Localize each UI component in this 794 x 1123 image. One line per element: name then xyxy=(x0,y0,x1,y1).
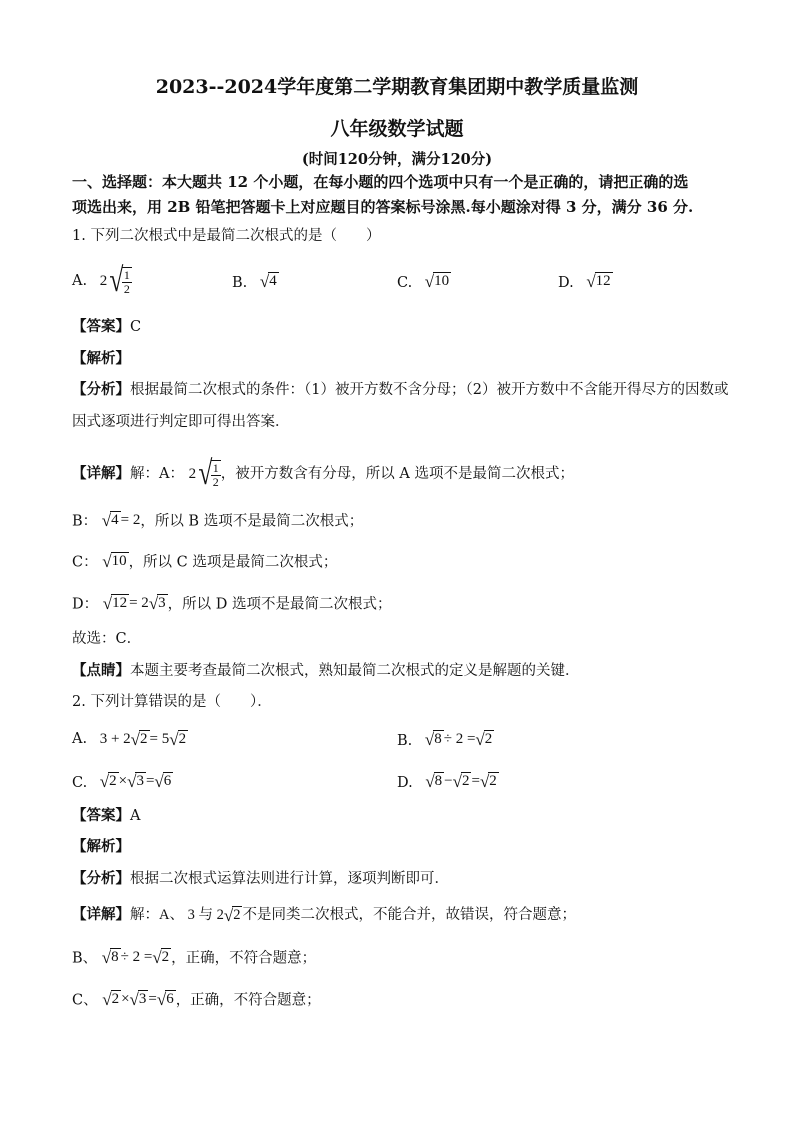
q1-detail-c-rad: 10 xyxy=(111,553,127,569)
q2-fenxi xyxy=(72,869,449,889)
q2-option-d-mid: − xyxy=(444,773,453,789)
q2-detail-c-mid: × xyxy=(121,991,130,1007)
q1-detail-a-coef: 2 xyxy=(188,466,197,482)
q2-option-c-label: C. xyxy=(72,774,88,791)
q2-option-d-rad3: 2 xyxy=(489,773,497,789)
q2-stem: 2. 下列计算错误的是（ ）． xyxy=(72,694,272,710)
q1-detail-d-pre: D： xyxy=(72,596,99,613)
q1-detail-a-den: 2 xyxy=(212,474,219,489)
q2-detail-c-rad2: 3 xyxy=(138,991,147,1007)
q2-option-b: B. √ 8 ÷ 2 = √ 2 xyxy=(397,729,493,749)
q1-stem: 1. 下列二次根式中是最简二次根式的是（ ） xyxy=(72,228,381,244)
q1-choose: 故选：C． xyxy=(72,631,142,647)
q1-fenxi-line1 xyxy=(72,380,728,400)
q1-dianjing xyxy=(72,661,580,681)
q1-detail-c-post: ，所以 C 选项是最简二次根式； xyxy=(128,554,338,571)
q2-option-c-rad2: 3 xyxy=(136,773,144,789)
q2-option-b-mid: ÷ 2 = xyxy=(443,731,476,747)
q2-option-b-rad: 8 xyxy=(434,731,442,747)
q2-detail-b-post: ，正确，不符合题意； xyxy=(171,950,317,967)
q2-detail-c-pre: C、 xyxy=(72,992,98,1009)
q2-option-d-rad2: 2 xyxy=(461,773,470,789)
q1-option-b-radicand: 4 xyxy=(269,273,277,289)
q1-answer-tag: 【答案】 xyxy=(72,318,130,335)
q2-detail-a-pre: 解：A、 3 与 2 xyxy=(130,907,224,923)
q2-detail-b-rad2: 2 xyxy=(161,949,170,965)
q2-option-c-eq: = xyxy=(145,773,155,789)
q2-option-a-label: A. xyxy=(72,731,88,747)
q2-detail-c-rad: 2 xyxy=(111,991,120,1007)
q2-option-a-pre: 3 + 2 xyxy=(99,731,131,747)
q1-fenxi-line2: 因式逐项进行判定即可得出答案． xyxy=(72,414,290,430)
q1-dianjing-text: 本题主要考查最简二次根式，熟知最简二次根式的定义是解题的关键． xyxy=(130,663,580,679)
q2-option-b-label: B. xyxy=(397,732,413,749)
q1-detail-b: B： √ 4 = 2 ，所以 B 选项不是最简二次根式； xyxy=(72,510,364,530)
q2-detail-b-rad: 8 xyxy=(111,949,119,965)
q2-option-c-rad: 2 xyxy=(109,773,117,789)
q2-detail-b-pre: B、 xyxy=(72,950,102,967)
q2-detail-c-eq: = xyxy=(148,991,157,1007)
q2-option-a-rad2: 2 xyxy=(178,731,187,747)
q1-detail-d-rad: 12 xyxy=(112,595,128,611)
q1-option-a: A. 2 √ $\frac{1}{2}$ xyxy=(72,262,130,299)
q1-option-c-label: C. xyxy=(397,274,413,291)
q2-option-a-eq: = 5 xyxy=(149,731,170,747)
q2-detail-c: C、 √ 2 × √ 3 = √ 6 ，正确，不符合题意； xyxy=(72,989,321,1009)
q2-option-c-rad3: 6 xyxy=(163,773,172,789)
q2-detail-c-post: ，正确，不符合题意； xyxy=(175,992,321,1009)
q1-detail-d-post: ，所以 D 选项不是最简二次根式； xyxy=(167,596,392,613)
q1-detail-d-rad2: 3 xyxy=(158,595,166,611)
q2-option-d-eq: = xyxy=(471,773,480,789)
q1-detail-b-post: ，所以 B 选项不是最简二次根式； xyxy=(140,513,364,530)
q1-detail-a: 【详解】解：A： 2 √ $\frac{1}{2}$ ，被开方数含有分母，所以 A 选项不是最简二次根式； xyxy=(72,455,574,492)
q2-detail-a-post: 不是同类二次根式，不能合并，故错误，符合题意； xyxy=(242,907,576,923)
q1-detail-b-pre: B： xyxy=(72,513,98,530)
q1-detail-a-num: 1 xyxy=(212,460,219,475)
q2-option-b-rad2: 2 xyxy=(484,731,493,747)
q1-option-a-num: 1 xyxy=(123,267,130,282)
q1-option-a-coef: 2 xyxy=(99,273,108,289)
section-heading-line2: 项选出来，用 2B 铅笔把答题卡上对应题目的答案标号涂黑.每小题涂对得 3 分，满分 36 分. xyxy=(72,198,694,216)
q2-answer-tag: 【答案】 xyxy=(72,807,130,824)
q1-detail-b-eq: = 2 xyxy=(120,512,141,528)
q1-detail-d-eq: = 2 xyxy=(129,595,149,611)
q1-option-b-label: B. xyxy=(232,274,248,291)
q2-option-d: D. √ 8 − √ 2 = √ 2 xyxy=(397,771,497,791)
q2-detail-b-mid: ÷ 2 = xyxy=(120,949,153,965)
q1-option-a-label: A. xyxy=(72,273,88,289)
q1-detail-a-post: ，被开方数含有分母，所以 A 选项不是最简二次根式； xyxy=(220,466,574,482)
q1-option-a-den: 2 xyxy=(123,281,130,296)
q2-option-a: A. 3 + 2 √ 2 = 5 √ 2 xyxy=(72,729,187,749)
q1-option-c-radicand: 10 xyxy=(434,273,450,289)
q1-fenxi-tag: 【分析】 xyxy=(72,381,130,398)
q1-dianjing-tag: 【点睛】 xyxy=(72,662,130,679)
q1-option-d-label: D. xyxy=(558,274,574,291)
q2-option-d-label: D. xyxy=(397,774,413,791)
q2-analysis-tag: 【解析】 xyxy=(72,838,130,855)
q1-detail-tag: 【详解】 xyxy=(72,465,130,482)
q2-detail-a-rad: 2 xyxy=(233,907,241,923)
q2-answer xyxy=(72,806,140,826)
q2-detail-a: 【详解】 解：A、 3 与 2 √ 2 不是同类二次根式，不能合并，故错误，符合题意； xyxy=(72,905,576,925)
q1-answer-value: C xyxy=(130,319,142,335)
q2-detail-tag: 【详解】 xyxy=(72,906,130,923)
q1-answer xyxy=(72,317,141,337)
q2-option-d-rad: 8 xyxy=(434,773,443,789)
q1-option-d-radicand: 12 xyxy=(595,273,611,289)
q2-option-c-mid: × xyxy=(118,773,128,789)
q1-detail-c-pre: C： xyxy=(72,554,98,571)
q1-detail-b-rad: 4 xyxy=(111,512,119,528)
q1-fenxi-text1: 根据最简二次根式的条件：（1）被开方数不含分母；（2）被开方数中不含能开得尽方的因数或 xyxy=(130,382,729,398)
q2-option-c: C. √ 2 × √ 3 = √ 6 xyxy=(72,771,172,791)
section-heading-line1: 一、选择题：本大题共 12 个小题，在每小题的四个选项中只有一个是正确的，请把正确的选 xyxy=(72,173,689,191)
q2-fenxi-tag: 【分析】 xyxy=(72,870,130,887)
q1-analysis-tag: 【解析】 xyxy=(72,350,130,367)
exam-title: 2023--2024学年度第二学期教育集团期中教学质量监测 xyxy=(155,76,639,98)
q2-fenxi-text: 根据二次根式运算法则进行计算，逐项判断即可． xyxy=(130,871,449,887)
q2-detail-b: B、 √ 8 ÷ 2 = √ 2 ，正确，不符合题意； xyxy=(72,947,317,967)
q1-option-d: D. √ 12 xyxy=(558,271,611,291)
q2-detail-c-rad3: 6 xyxy=(166,991,174,1007)
q2-option-a-rad: 2 xyxy=(140,731,148,747)
q2-answer-value: A xyxy=(130,808,141,824)
exam-subtitle: 八年级数学试题 xyxy=(330,118,464,140)
q1-detail-c: C： √ 10 ，所以 C 选项是最简二次根式； xyxy=(72,551,338,571)
q1-detail-d: D： √ 12 = 2 √ 3 ，所以 D 选项不是最简二次根式； xyxy=(72,593,392,613)
q1-detail-a-pre: 解：A： xyxy=(130,466,184,482)
q1-option-c: C. √ 10 xyxy=(397,271,450,291)
q1-option-b: B. √ 4 xyxy=(232,271,277,291)
exam-time-note: (时间120分钟，满分120分) xyxy=(301,151,493,168)
